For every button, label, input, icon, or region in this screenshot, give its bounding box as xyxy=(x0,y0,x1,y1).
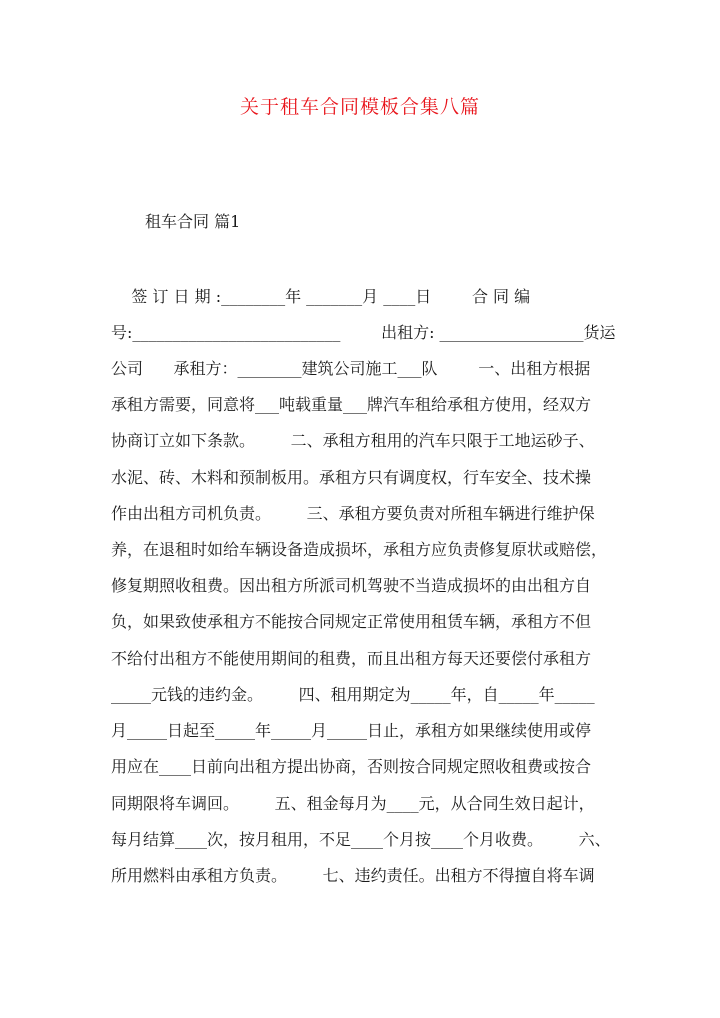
body-line: 同期限将车调回。 五、租金每月为____元，从合同生效日起计， xyxy=(111,794,595,813)
body-line: 水泥、砖、木料和预制板用。承租方只有调度权，行车安全、技术操 xyxy=(111,468,592,487)
body-line: 公司 承租方：________建筑公司施工___队 一、出租方根据 xyxy=(111,359,591,378)
body-line: 所用燃料由承租方负责。 七、违约责任。出租方不得擅自将车调 xyxy=(111,866,595,885)
body-line: 号:__________________________ 出租方: __________________货运 xyxy=(111,323,616,342)
body-line: 月_____日起至_____年_____月_____日止，承租方如果继续使用或停 xyxy=(111,721,592,740)
body-line: 养，在退租时如给车辆设备造成损坏，承租方应负责修复原状或赔偿， xyxy=(111,540,608,559)
body-line: 作由出租方司机负责。 三、承租方要负责对所租车辆进行维护保 xyxy=(111,504,595,523)
body-line: 协商订立如下条款。 二、承租方租用的汽车只限于工地运砂子、 xyxy=(111,431,595,450)
body-line: 修复期照收租费。因出租方所派司机驾驶不当造成损坏的由出租方自 xyxy=(111,576,592,595)
body-line: 不给付出租方不能使用期间的租费，而且出租方每天还要偿付承租方 xyxy=(111,649,592,668)
body-line: _____元钱的违约金。 四、租用期定为_____年，自_____年_____ xyxy=(111,685,595,704)
document-title: 关于租车合同模板合集八篇 xyxy=(239,96,480,118)
body-line: 用应在____日前向出租方提出协商，否则按合同规定照收租费或按合 xyxy=(111,757,592,776)
body-line: 签 订 日 期 :________年 _______月 ____日 合 同 编 xyxy=(111,287,531,306)
body-line: 承租方需要，同意将___吨载重量___牌汽车租给承租方使用，经双方 xyxy=(111,395,592,414)
section-heading: 租车合同 篇1 xyxy=(145,212,241,231)
body-line: 负，如果致使承租方不能按合同规定正常使用租赁车辆，承租方不但 xyxy=(111,612,592,631)
body-line: 每月结算____次，按月租用，不足____个月按____个月收费。 六、 xyxy=(111,830,611,849)
